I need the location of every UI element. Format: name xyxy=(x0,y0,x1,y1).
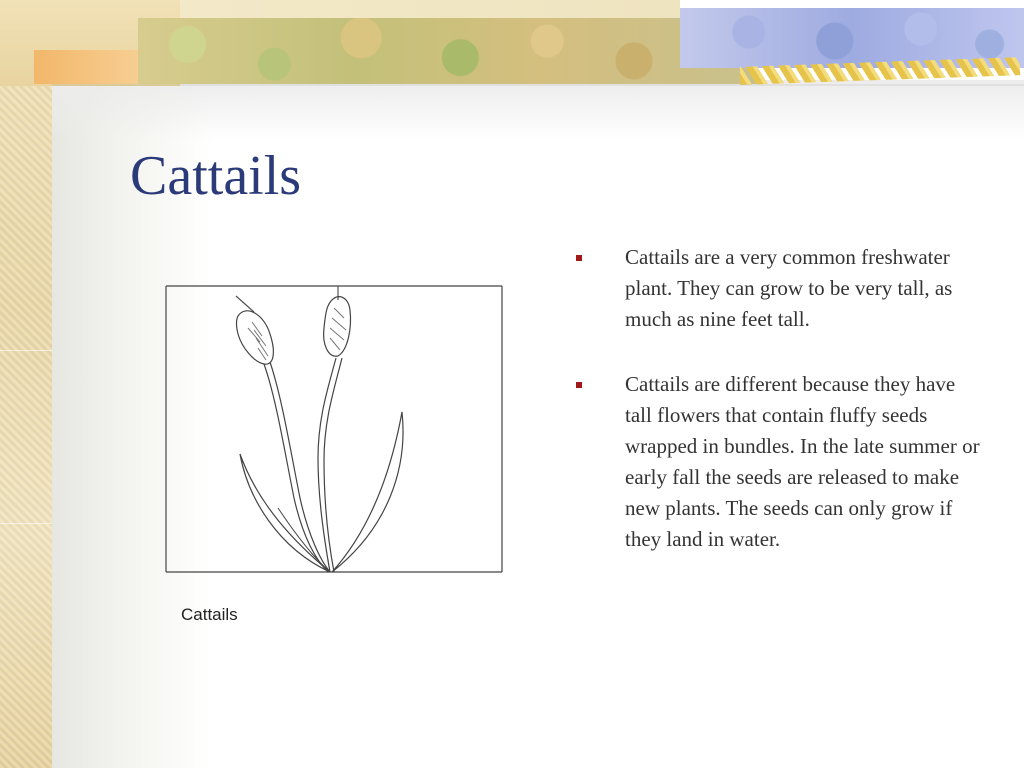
left-leaf xyxy=(240,454,330,572)
banner-shadow xyxy=(52,84,1024,86)
right-leaf xyxy=(332,412,403,572)
left-cattail-head xyxy=(237,311,274,364)
bullet-text: Cattails are a very common freshwater plant. They can grow to be very tall, as much as nine feet tall. xyxy=(625,245,953,331)
strip-seam xyxy=(0,523,52,524)
bullet-text: Cattails are different because they have tall flowers that contain fluffy seeds wrapped in bundles. In the late summer or early fall the seeds are released to make new plants. The seeds can only grow if they land in water. xyxy=(625,372,980,551)
top-shade xyxy=(52,80,1024,140)
top-decorative-banner xyxy=(0,0,1024,86)
bullet-item xyxy=(573,369,985,555)
right-head-shading xyxy=(330,308,346,350)
left-stem-inner xyxy=(270,362,330,572)
strip-seam xyxy=(0,350,52,351)
cattail-drawing xyxy=(158,278,508,578)
banner-orange-block xyxy=(34,50,144,84)
banner-cream-band xyxy=(180,0,680,20)
bullet-list xyxy=(573,242,993,589)
right-stem-inner xyxy=(324,358,342,572)
left-decorative-strip xyxy=(0,0,52,768)
figure-caption: Cattails xyxy=(181,605,238,624)
bullet-item xyxy=(573,242,985,335)
slide-title: Cattails xyxy=(130,145,302,207)
cattail-sketch xyxy=(158,278,508,578)
banner-leaf-collage xyxy=(138,18,758,84)
left-head-shading xyxy=(248,322,268,360)
left-spike-tip xyxy=(236,296,254,312)
right-cattail-head xyxy=(324,297,351,357)
square-bullet-icon xyxy=(576,255,582,261)
square-bullet-icon xyxy=(576,382,582,388)
